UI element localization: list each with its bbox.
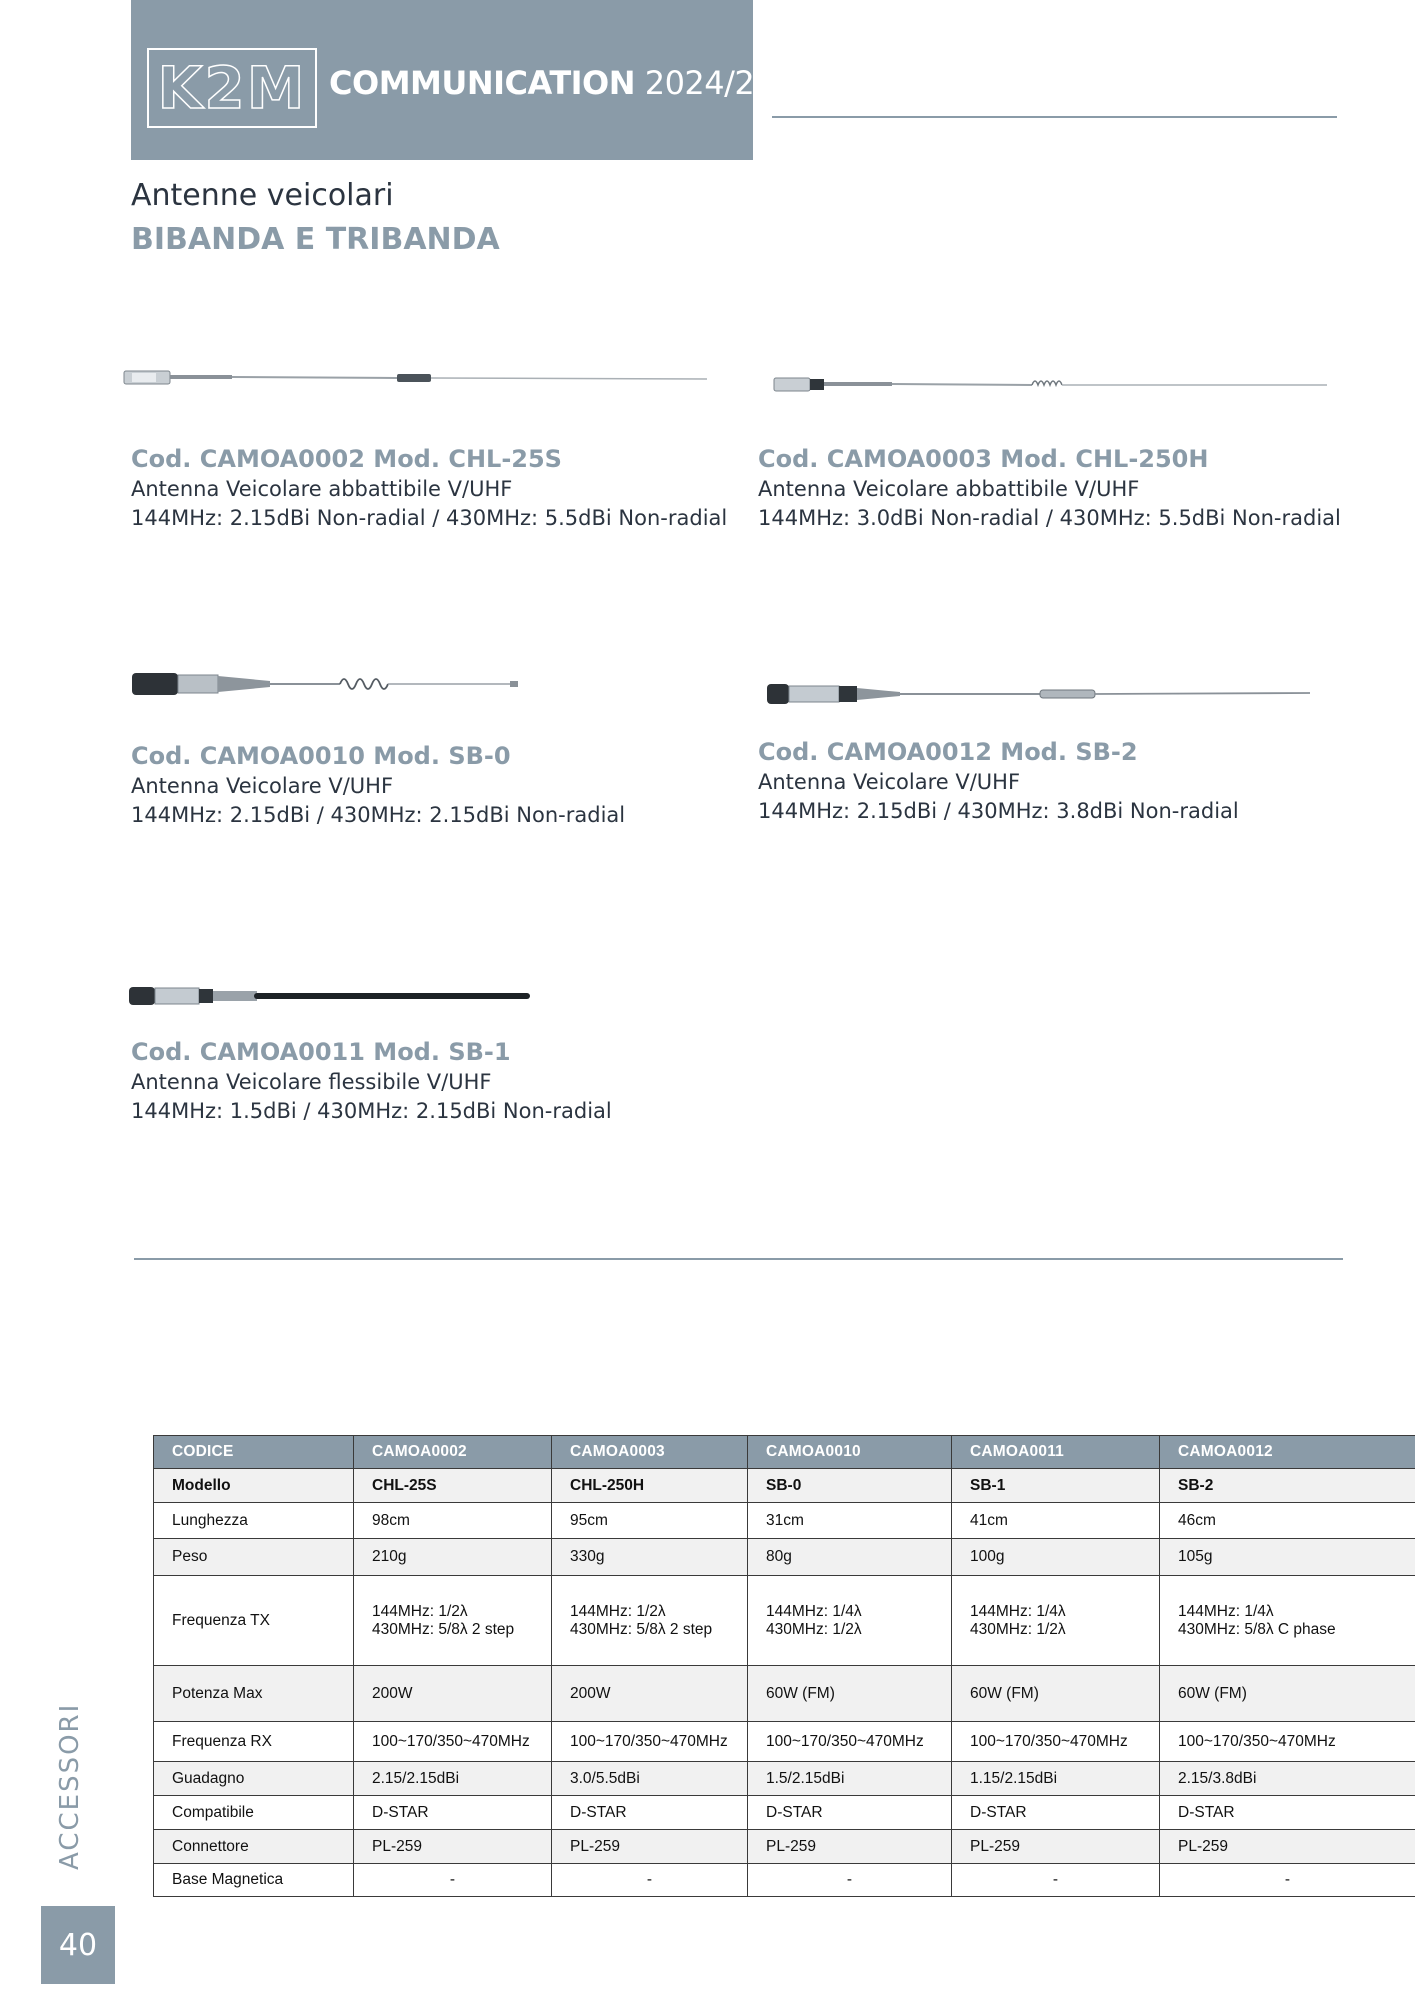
product-description: Antenna Veicolare V/UHF bbox=[758, 770, 1021, 794]
table-cell: 200W bbox=[354, 1666, 552, 1722]
table-cell: 210g bbox=[354, 1539, 552, 1576]
table-cell: 95cm bbox=[552, 1503, 748, 1539]
table-row bbox=[154, 1864, 1415, 1897]
table-row bbox=[154, 1539, 1415, 1576]
table-cell: 100g bbox=[952, 1539, 1160, 1576]
table-row bbox=[154, 1796, 1415, 1830]
table-cell: 3.0/5.5dBi bbox=[552, 1762, 748, 1796]
table-cell: SB-1 bbox=[952, 1469, 1160, 1503]
table-cell bbox=[354, 1576, 552, 1666]
table-header-cell: CAMOA0002 bbox=[354, 1436, 552, 1469]
table-cell bbox=[1160, 1576, 1415, 1666]
table-cell: 1.15/2.15dBi bbox=[952, 1762, 1160, 1796]
table-row bbox=[154, 1469, 1415, 1503]
table-cell: SB-2 bbox=[1160, 1469, 1415, 1503]
row-label: Compatibile bbox=[154, 1796, 354, 1830]
table-cell: PL-259 bbox=[552, 1830, 748, 1864]
table-cell bbox=[552, 1576, 748, 1666]
antenna-chl-250h-image bbox=[772, 370, 1332, 400]
cell-line: 430MHz: 1/2λ bbox=[766, 1620, 862, 1638]
product-spec: 144MHz: 2.15dBi Non-radial / 430MHz: 5.5dBi Non-radial bbox=[131, 506, 728, 530]
table-cell bbox=[748, 1576, 952, 1666]
table-row bbox=[154, 1762, 1415, 1796]
table-cell: - bbox=[354, 1864, 552, 1897]
cell-line: 430MHz: 5/8λ 2 step bbox=[372, 1620, 515, 1638]
table-cell: D-STAR bbox=[1160, 1796, 1415, 1830]
table-row bbox=[154, 1503, 1415, 1539]
table-row bbox=[154, 1722, 1415, 1762]
table-cell: CHL-25S bbox=[354, 1469, 552, 1503]
product-code: Cod. CAMOA0003 Mod. CHL-250H bbox=[758, 445, 1209, 473]
product-description: Antenna Veicolare abbattibile V/UHF bbox=[758, 477, 1140, 501]
table-cell bbox=[952, 1576, 1160, 1666]
table-cell: PL-259 bbox=[748, 1830, 952, 1864]
table-cell: - bbox=[952, 1864, 1160, 1897]
antenna-sb-2-image bbox=[765, 678, 1315, 712]
cell-line: 144MHz: 1/2λ bbox=[372, 1602, 468, 1620]
table-cell: 100~170/350~470MHz bbox=[1160, 1722, 1415, 1762]
row-label: Modello bbox=[154, 1469, 354, 1503]
cell-line: 144MHz: 1/4λ bbox=[1178, 1602, 1274, 1620]
table-cell: SB-0 bbox=[748, 1469, 952, 1503]
table-cell: 80g bbox=[748, 1539, 952, 1576]
section-title: Antenne veicolari bbox=[131, 178, 394, 213]
cell-line: 144MHz: 1/4λ bbox=[970, 1602, 1066, 1620]
cell-line: 430MHz: 5/8λ C phase bbox=[1178, 1620, 1336, 1638]
table-cell: 98cm bbox=[354, 1503, 552, 1539]
product-spec: 144MHz: 1.5dBi / 430MHz: 2.15dBi Non-radial bbox=[131, 1099, 612, 1123]
table-cell: CHL-250H bbox=[552, 1469, 748, 1503]
table-cell: 46cm bbox=[1160, 1503, 1415, 1539]
logo-text: K2M bbox=[157, 54, 307, 122]
table-cell: D-STAR bbox=[952, 1796, 1160, 1830]
table-cell: 100~170/350~470MHz bbox=[952, 1722, 1160, 1762]
table-cell: 200W bbox=[552, 1666, 748, 1722]
product-spec: 144MHz: 2.15dBi / 430MHz: 3.8dBi Non-radial bbox=[758, 799, 1239, 823]
row-label: Peso bbox=[154, 1539, 354, 1576]
row-label: Frequenza RX bbox=[154, 1722, 354, 1762]
cell-line: 430MHz: 5/8λ 2 step bbox=[570, 1620, 713, 1638]
section-divider bbox=[134, 1258, 1343, 1260]
table-row bbox=[154, 1830, 1415, 1864]
table-cell: 60W (FM) bbox=[952, 1666, 1160, 1722]
table-row bbox=[154, 1576, 1415, 1666]
header-divider bbox=[772, 116, 1337, 118]
table-header-row bbox=[154, 1436, 1415, 1469]
row-label: Potenza Max bbox=[154, 1666, 354, 1722]
table-cell: 31cm bbox=[748, 1503, 952, 1539]
table-header-cell: CODICE bbox=[154, 1436, 354, 1469]
table-cell: 60W (FM) bbox=[1160, 1666, 1415, 1722]
catalog-title-brand: COMMUNICATION bbox=[329, 64, 636, 102]
product-card bbox=[758, 736, 1239, 826]
section-subtitle: BIBANDA E TRIBANDA bbox=[131, 222, 500, 257]
cell-line: 144MHz: 1/2λ bbox=[570, 1602, 666, 1620]
product-code: Cod. CAMOA0010 Mod. SB-0 bbox=[131, 742, 511, 770]
table-cell: D-STAR bbox=[748, 1796, 952, 1830]
spec-table bbox=[153, 1435, 1415, 1897]
row-label: Frequenza TX bbox=[154, 1576, 354, 1666]
side-section-label: ACCESSORI bbox=[55, 1702, 85, 1870]
table-header-cell: CAMOA0012 bbox=[1160, 1436, 1415, 1469]
cell-line: 430MHz: 1/2λ bbox=[970, 1620, 1066, 1638]
table-header-cell: CAMOA0003 bbox=[552, 1436, 748, 1469]
table-cell: 2.15/3.8dBi bbox=[1160, 1762, 1415, 1796]
product-card bbox=[131, 443, 727, 533]
row-label: Lunghezza bbox=[154, 1503, 354, 1539]
row-label: Guadagno bbox=[154, 1762, 354, 1796]
table-cell: - bbox=[1160, 1864, 1415, 1897]
table-cell: 100~170/350~470MHz bbox=[354, 1722, 552, 1762]
table-header-cell: CAMOA0011 bbox=[952, 1436, 1160, 1469]
product-description: Antenna Veicolare abbattibile V/UHF bbox=[131, 477, 513, 501]
table-cell: 1.5/2.15dBi bbox=[748, 1762, 952, 1796]
header-banner bbox=[131, 0, 775, 160]
table-cell: 60W (FM) bbox=[748, 1666, 952, 1722]
product-card bbox=[131, 1036, 612, 1126]
table-cell: 330g bbox=[552, 1539, 748, 1576]
table-header-cell: CAMOA0010 bbox=[748, 1436, 952, 1469]
table-cell: D-STAR bbox=[552, 1796, 748, 1830]
table-cell: 100~170/350~470MHz bbox=[552, 1722, 748, 1762]
product-code: Cod. CAMOA0002 Mod. CHL-25S bbox=[131, 445, 562, 473]
table-cell: 105g bbox=[1160, 1539, 1415, 1576]
table-cell: D-STAR bbox=[354, 1796, 552, 1830]
product-code: Cod. CAMOA0012 Mod. SB-2 bbox=[758, 738, 1138, 766]
page-number: 40 bbox=[41, 1906, 115, 1984]
table-cell: PL-259 bbox=[952, 1830, 1160, 1864]
table-cell: PL-259 bbox=[1160, 1830, 1415, 1864]
catalog-title-year: 2024/25 bbox=[644, 64, 775, 102]
product-card bbox=[131, 740, 625, 830]
antenna-sb-0-image bbox=[130, 668, 525, 702]
catalog-title bbox=[329, 64, 774, 102]
row-label: Base Magnetica bbox=[154, 1864, 354, 1897]
product-spec: 144MHz: 2.15dBi / 430MHz: 2.15dBi Non-radial bbox=[131, 803, 626, 827]
row-label: Connettore bbox=[154, 1830, 354, 1864]
table-cell: - bbox=[552, 1864, 748, 1897]
product-description: Antenna Veicolare flessibile V/UHF bbox=[131, 1070, 492, 1094]
cell-line: 144MHz: 1/4λ bbox=[766, 1602, 862, 1620]
antenna-sb-1-image bbox=[127, 982, 537, 1012]
table-row bbox=[154, 1666, 1415, 1722]
antenna-chl-25s-image bbox=[122, 365, 712, 395]
product-description: Antenna Veicolare V/UHF bbox=[131, 774, 394, 798]
k2m-logo bbox=[147, 48, 317, 128]
table-cell: 2.15/2.15dBi bbox=[354, 1762, 552, 1796]
product-code: Cod. CAMOA0011 Mod. SB-1 bbox=[131, 1038, 511, 1066]
product-spec: 144MHz: 3.0dBi Non-radial / 430MHz: 5.5dBi Non-radial bbox=[758, 506, 1341, 530]
table-cell: 41cm bbox=[952, 1503, 1160, 1539]
table-cell: 100~170/350~470MHz bbox=[748, 1722, 952, 1762]
product-card bbox=[758, 443, 1341, 533]
table-cell: PL-259 bbox=[354, 1830, 552, 1864]
table-cell: - bbox=[748, 1864, 952, 1897]
